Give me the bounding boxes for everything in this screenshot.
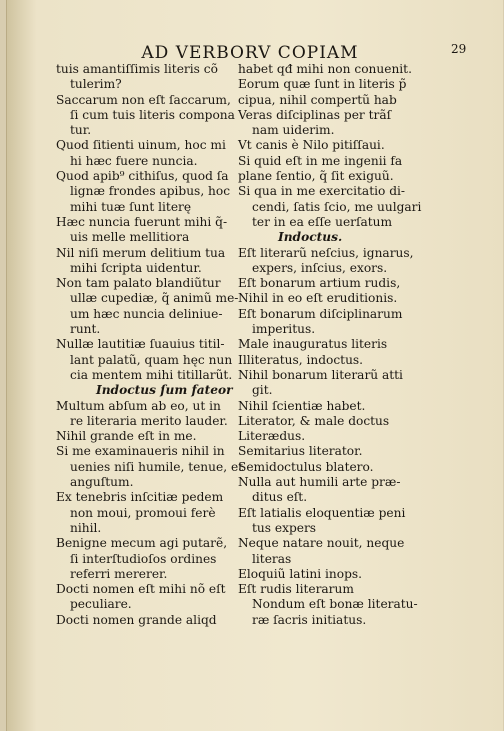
- text-line: re literaria merito lauder.: [70, 413, 228, 428]
- text-line: Docti nomen grande aliqd: [56, 612, 217, 627]
- text-line: Literædus.: [238, 429, 306, 444]
- text-line: lant palatũ, quam hęc nun: [70, 352, 233, 367]
- text-line: Nihil grande eſt in me.: [56, 429, 197, 444]
- text-line: ullæ cupediæ, q̃ animũ me-: [70, 291, 239, 306]
- text-line: runt.: [70, 322, 101, 337]
- text-line: Nondum eſt bonæ literatu-: [252, 597, 418, 612]
- text-line: Eſt bonarum diſciplinarum: [238, 306, 403, 321]
- text-line: Literator, & male doctus: [238, 413, 390, 428]
- text-line: ter in ea eſſe uerſatum: [252, 214, 393, 229]
- text-line: Eſt bonarum artium rudis,: [238, 276, 401, 291]
- text-line: plane ſentio, q̃ ſit exiguũ.: [238, 169, 394, 184]
- text-line: Nulla aut humili arte præ-: [238, 475, 401, 490]
- text-line: cipua, nihil compertũ hab: [238, 92, 397, 107]
- text-line: um hæc nuncia deliniue-: [70, 306, 223, 321]
- text-line: Nil niſi merum delitium tua: [56, 245, 226, 260]
- text-line: mihi tuæ ſunt literę: [70, 199, 192, 214]
- text-line: Hæc nuncia fuerunt mihi q̃-: [56, 214, 228, 229]
- text-line: cendi, ſatis ſcio, me uulgari: [252, 199, 422, 214]
- text-line: imperitus.: [252, 322, 316, 337]
- left-column: [56, 62, 244, 628]
- text-line: Eſt literarũ neſcius, ignarus,: [238, 245, 414, 260]
- text-line: Veras diſciplinas per trãſ: [238, 107, 392, 122]
- text-line: Vt canis è Nilo pitiſſaui.: [238, 138, 385, 153]
- text-line: Si quid eſt in me ingenii fa: [238, 153, 403, 168]
- text-line: expers, inſcius, exors.: [252, 260, 388, 275]
- text-line: nihil.: [70, 520, 102, 535]
- text-line: nam uiderim.: [252, 123, 335, 138]
- text-line: mihi ſcripta uidentur.: [70, 260, 202, 275]
- text-line: ſi interſtudioſos ordines: [70, 551, 217, 566]
- text-line: Neque natare nouit, neque: [238, 536, 405, 551]
- text-line: tus expers: [252, 520, 317, 535]
- text-line: tuis amantiſſimis literis cõ: [56, 62, 218, 76]
- text-line: peculiare.: [70, 597, 132, 612]
- text-line: uis melle mellitiora: [70, 230, 190, 245]
- text-line: Non tam palato blandiũtur: [56, 276, 221, 291]
- text-line: Nihil in eo eſt eruditionis.: [238, 291, 398, 306]
- text-line: Benigne mecum agi putarẽ,: [56, 536, 228, 551]
- text-line: ræ ſacris initiatus.: [252, 612, 367, 627]
- running-head: AD VERBORV COPIAM: [141, 43, 359, 63]
- text-line: anguſtum.: [70, 475, 134, 490]
- folio-number: 29: [451, 42, 467, 56]
- text-line: ſi cum tuis literis compona: [70, 107, 235, 122]
- text-line: habet qđ mihi non conuenit.: [238, 62, 412, 76]
- text-line: Docti nomen eſt mihi nõ eſt: [56, 582, 226, 597]
- text-line: referri mererer.: [70, 566, 168, 581]
- text-line: Quod apib⁹ cithiſus, quod ſa: [56, 169, 229, 184]
- text-line: Nullæ lautitiæ ſuauius titil-: [56, 337, 225, 352]
- text-line: cia mentem mihi titillarũt.: [70, 367, 233, 382]
- text-line: Multum abſum ab eo, ut in: [56, 398, 221, 413]
- text-line: Eſt rudis literarum: [238, 582, 354, 597]
- text-line: literas: [252, 551, 292, 566]
- text-line: Nihil bonarum literarũ atti: [238, 367, 403, 382]
- text-line: git.: [252, 383, 273, 398]
- text-line: Eſt latialis eloquentiæ peni: [238, 505, 406, 520]
- text-line: Eloquiũ latini inops.: [238, 566, 362, 581]
- right-column: [238, 62, 438, 628]
- text-line: Ex tenebris inſcitiæ pedem: [56, 490, 224, 505]
- text-line: tulerim?: [70, 77, 122, 92]
- text-line: Male inauguratus literis: [238, 337, 388, 352]
- text-line: Si qua in me exercitatio di-: [238, 184, 406, 199]
- text-line: non moui, promoui ferè: [70, 505, 216, 520]
- text-line: hi hæc fuere nuncia.: [70, 153, 198, 168]
- text-line: ditus eſt.: [252, 490, 308, 505]
- text-line: Saccarum non eſt ſaccarum,: [56, 92, 231, 107]
- text-line: Quod ſitienti uinum, hoc mi: [56, 138, 226, 153]
- section-heading: Indoctus ſum fateor: [96, 383, 233, 398]
- text-line: Semidoctulus blatero.: [238, 459, 374, 474]
- text-line: Eorum quæ ſunt in literis p̃: [238, 77, 407, 92]
- text-line: Si me examinaueris nihil in: [56, 444, 225, 459]
- text-line: Semitarius literator.: [238, 444, 363, 459]
- text-line: tur.: [70, 123, 92, 138]
- text-line: uenies niſi humile, tenue, et: [70, 459, 244, 474]
- text-line: Illiteratus, indoctus.: [238, 352, 364, 367]
- text-line: lignæ frondes apibus, hoc: [70, 184, 231, 199]
- text-line: Nihil ſcientiæ habet.: [238, 398, 366, 413]
- section-heading: Indoctus.: [278, 230, 343, 245]
